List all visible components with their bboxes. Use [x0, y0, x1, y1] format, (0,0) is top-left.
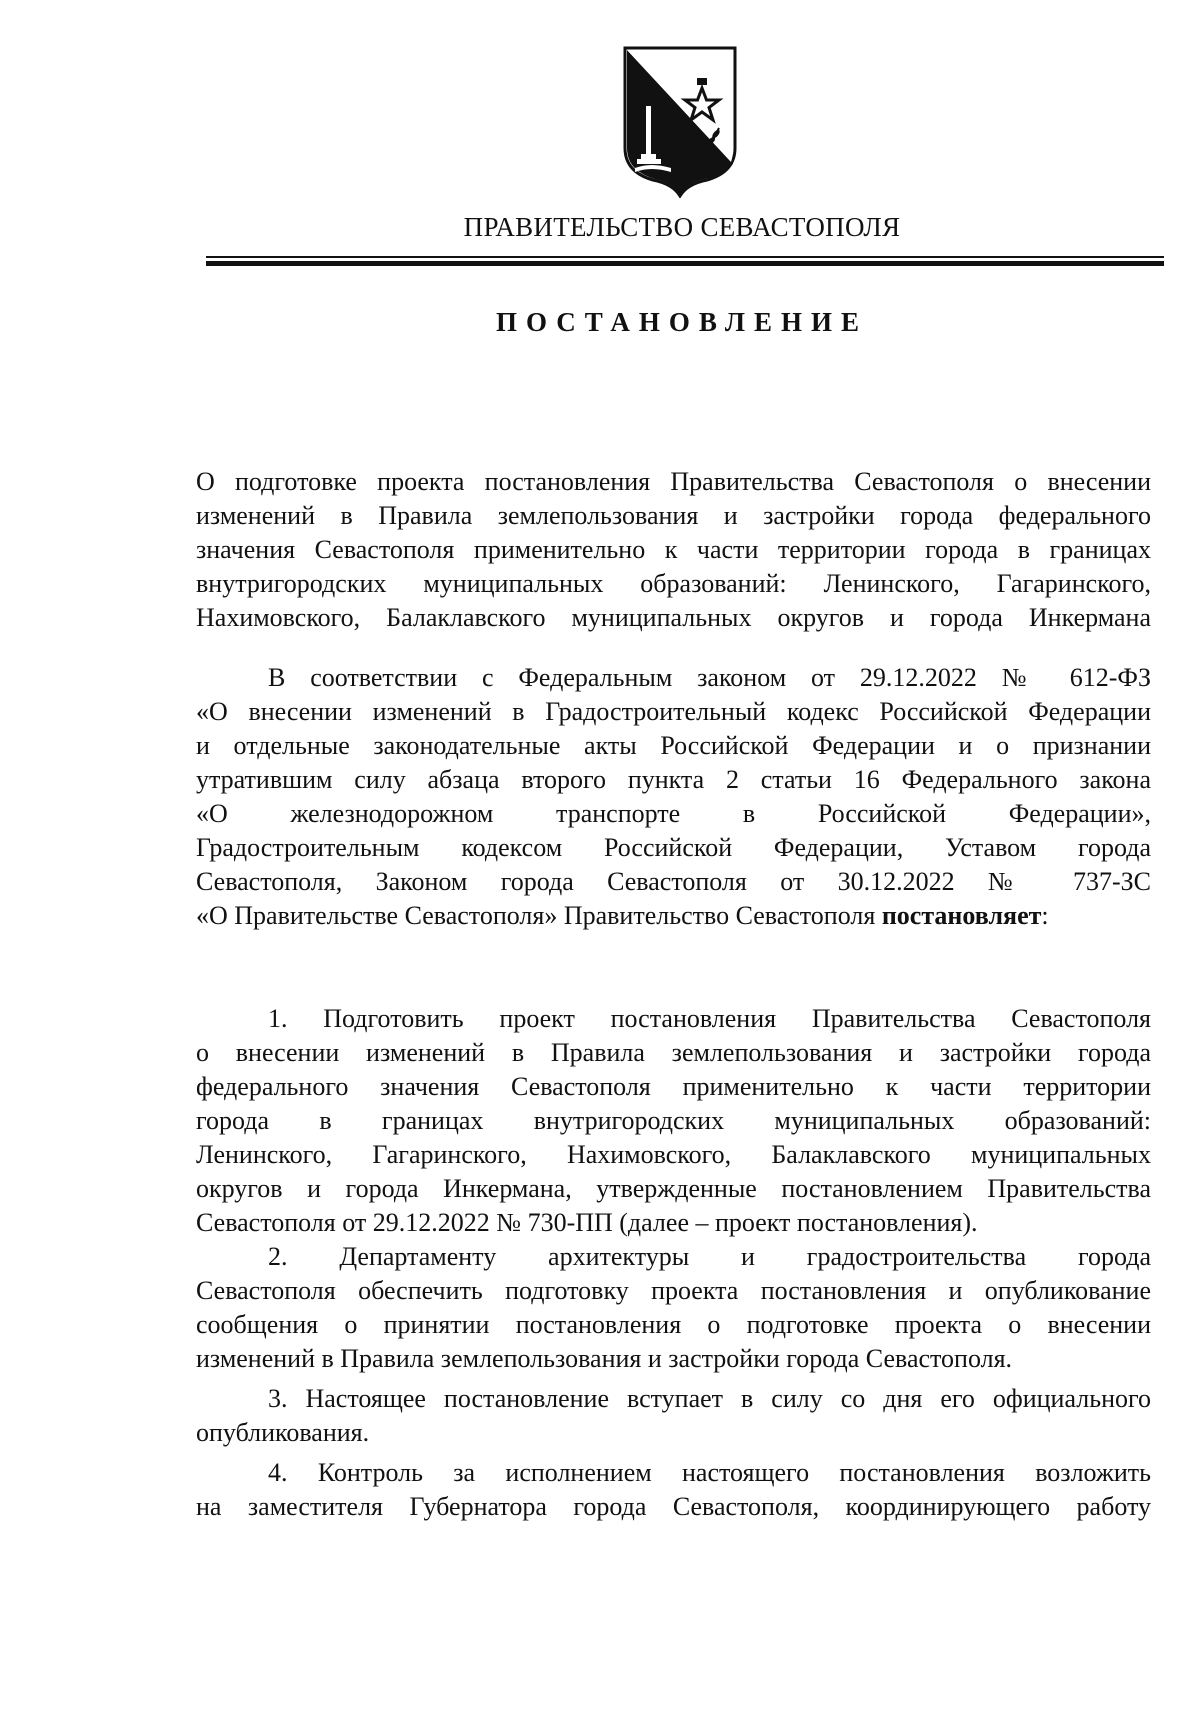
subject-line: внутригородских муниципальных образований: Ленинского, Гагаринского,	[196, 569, 1151, 598]
subject-line: О подготовке проекта постановления Правительства Севастополя о внесении	[196, 467, 1151, 496]
sevastopol-coat-of-arms-icon	[621, 44, 739, 198]
preamble-line: утратившим силу абзаца второго пункта 2 статьи 16 Федерального закона	[196, 765, 1151, 794]
item-line: 1. Подготовить проект постановления Правительства Севастополя	[268, 1004, 1151, 1033]
preamble-final-text: «О Правительстве Севастополя» Правительство Севастополя	[196, 901, 882, 930]
resolution-item-1	[196, 1002, 1151, 1240]
item-line: Севастополя от 29.12.2022 № 730-ПП (далее – проект постановления).	[196, 1208, 978, 1237]
item-line: округов и города Инкермана, утвержденные постановлением Правительства	[196, 1174, 1151, 1203]
preamble-line: «О железнодорожном транспорте в Российской Федерации»,	[196, 799, 1151, 828]
resolves-keyword: постановляет	[881, 901, 1042, 930]
preamble-line: «О внесении изменений в Градостроительный кодекс Российской Федерации	[196, 697, 1151, 726]
resolution-item-3	[196, 1382, 1151, 1450]
preamble-line: Градостроительным кодексом Российской Федерации, Уставом города	[196, 833, 1151, 862]
resolution-item-4	[196, 1456, 1151, 1524]
item-line: города в границах внутригородских муниципальных образований:	[196, 1106, 1151, 1135]
item-line: Ленинского, Гагаринского, Нахимовского, Балаклавского муниципальных	[196, 1140, 1151, 1169]
document-type-title: ПОСТАНОВЛЕНИЕ	[495, 307, 869, 337]
item-line: Севастополя обеспечить подготовку проекта постановления и опубликование	[196, 1276, 1151, 1305]
preamble-line: В соответствии с Федеральным законом от 29.12.2022 № 612-ФЗ	[268, 663, 1151, 692]
header-rule-thick	[206, 261, 1164, 266]
subject-line: Нахимовского, Балаклавского муниципальных округов и города Инкермана	[196, 603, 1151, 632]
header-rule-thin	[206, 256, 1164, 258]
item-line: сообщения о принятии постановления о подготовке проекта о внесении	[196, 1310, 1151, 1339]
item-line: 4. Контроль за исполнением настоящего постановления возложить	[268, 1458, 1151, 1487]
item-line: на заместителя Губернатора города Севастополя, координирующего работу	[196, 1492, 1151, 1521]
preamble-paragraph	[196, 661, 1151, 933]
resolution-subject	[196, 465, 1151, 635]
preamble-line: Севастополя, Законом города Севастополя от 30.12.2022 № 737-ЗС	[196, 867, 1151, 896]
preamble-final-line	[196, 899, 1151, 933]
resolution-item-2	[196, 1240, 1151, 1376]
resolution-items	[196, 1002, 1151, 1524]
preamble-final-colon: :	[1041, 901, 1049, 930]
subject-line: значения Севастополя применительно к части территории города в границах	[196, 535, 1151, 564]
item-line: федерального значения Севастополя применительно к части территории	[196, 1072, 1151, 1101]
item-line: 2. Департаменту архитектуры и градостроительства города	[268, 1242, 1151, 1271]
item-line: 3. Настоящее постановление вступает в силу со дня его официального	[268, 1384, 1151, 1413]
preamble-line: и отдельные законодательные акты Российской Федерации и о признании	[196, 731, 1151, 760]
item-line: опубликования.	[196, 1418, 370, 1447]
item-line: изменений в Правила землепользования и застройки города Севастополя.	[196, 1344, 1013, 1373]
organization-name: ПРАВИТЕЛЬСТВО СЕВАСТОПОЛЯ	[463, 212, 901, 242]
item-line: о внесении изменений в Правила землепользования и застройки города	[196, 1038, 1151, 1067]
subject-line: изменений в Правила землепользования и застройки города федерального	[196, 501, 1151, 530]
